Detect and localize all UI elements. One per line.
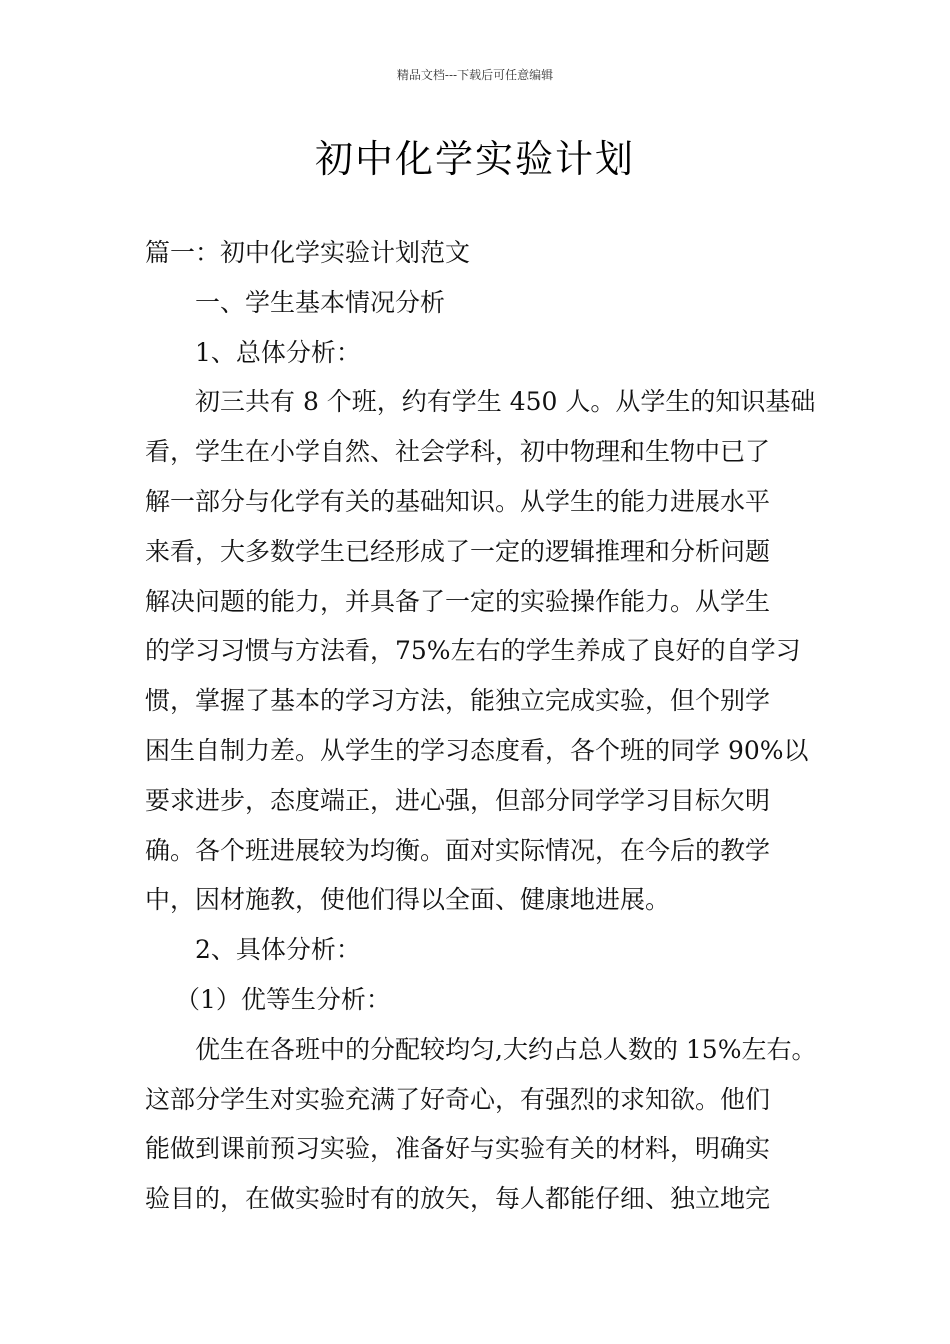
paragraph-line: 能做到课前预习实验，准备好与实验有关的材料，明确实 (145, 1134, 771, 1164)
paragraph-line: 验目的，在做实验时有的放矢，每人都能仔细、独立地完 (145, 1184, 771, 1214)
paragraph-line: 初三共有 8 个班，约有学生 450 人。从学生的知识基础 (195, 387, 816, 417)
document-title: 初中化学实验计划 (314, 137, 635, 181)
paragraph-line: 要求进步，态度端正，进心强，但部分同学学习目标欠明 (145, 785, 771, 815)
subsection-heading: 一、学生基本情况分析 (195, 287, 446, 317)
paragraph-line: 惯，掌握了基本的学习方法，能独立完成实验，但个别学 (145, 686, 771, 716)
item-heading: 2、具体分析： (195, 935, 361, 965)
paragraph-line: 看，学生在小学自然、社会学科，初中物理和生物中已了 (145, 437, 771, 467)
document-body (145, 228, 815, 1224)
paragraph-line: 这部分学生对实验充满了好奇心，有强烈的求知欲。他们 (145, 1084, 771, 1114)
item-heading: （1）优等生分析： (175, 984, 391, 1014)
paragraph-line: 困生自制力差。从学生的学习态度看，各个班的同学 90%以 (145, 735, 809, 765)
item-heading: 1、总体分析： (195, 337, 361, 367)
section-heading: 篇一：初中化学实验计划范文 (145, 238, 471, 267)
paragraph-line: 确。各个班进展较为均衡。面对实际情况，在今后的教学 (145, 835, 771, 865)
paragraph-line: 的学习习惯与方法看，75%左右的学生养成了良好的自学习 (145, 636, 801, 666)
paragraph-line: 优生在各班中的分配较均匀,大约占总人数的 15%左右。 (195, 1034, 817, 1064)
paragraph-line: 中，因材施教，使他们得以全面、健康地进展。 (145, 885, 671, 915)
page-header-note: 精品文档---下载后可任意编辑 (396, 68, 554, 82)
paragraph-line: 解一部分与化学有关的基础知识。从学生的能力进展水平 (145, 486, 771, 516)
paragraph-line: 来看，大多数学生已经形成了一定的逻辑推理和分析问题 (145, 536, 771, 566)
paragraph-line: 解决问题的能力，并具备了一定的实验操作能力。从学生 (145, 586, 771, 616)
